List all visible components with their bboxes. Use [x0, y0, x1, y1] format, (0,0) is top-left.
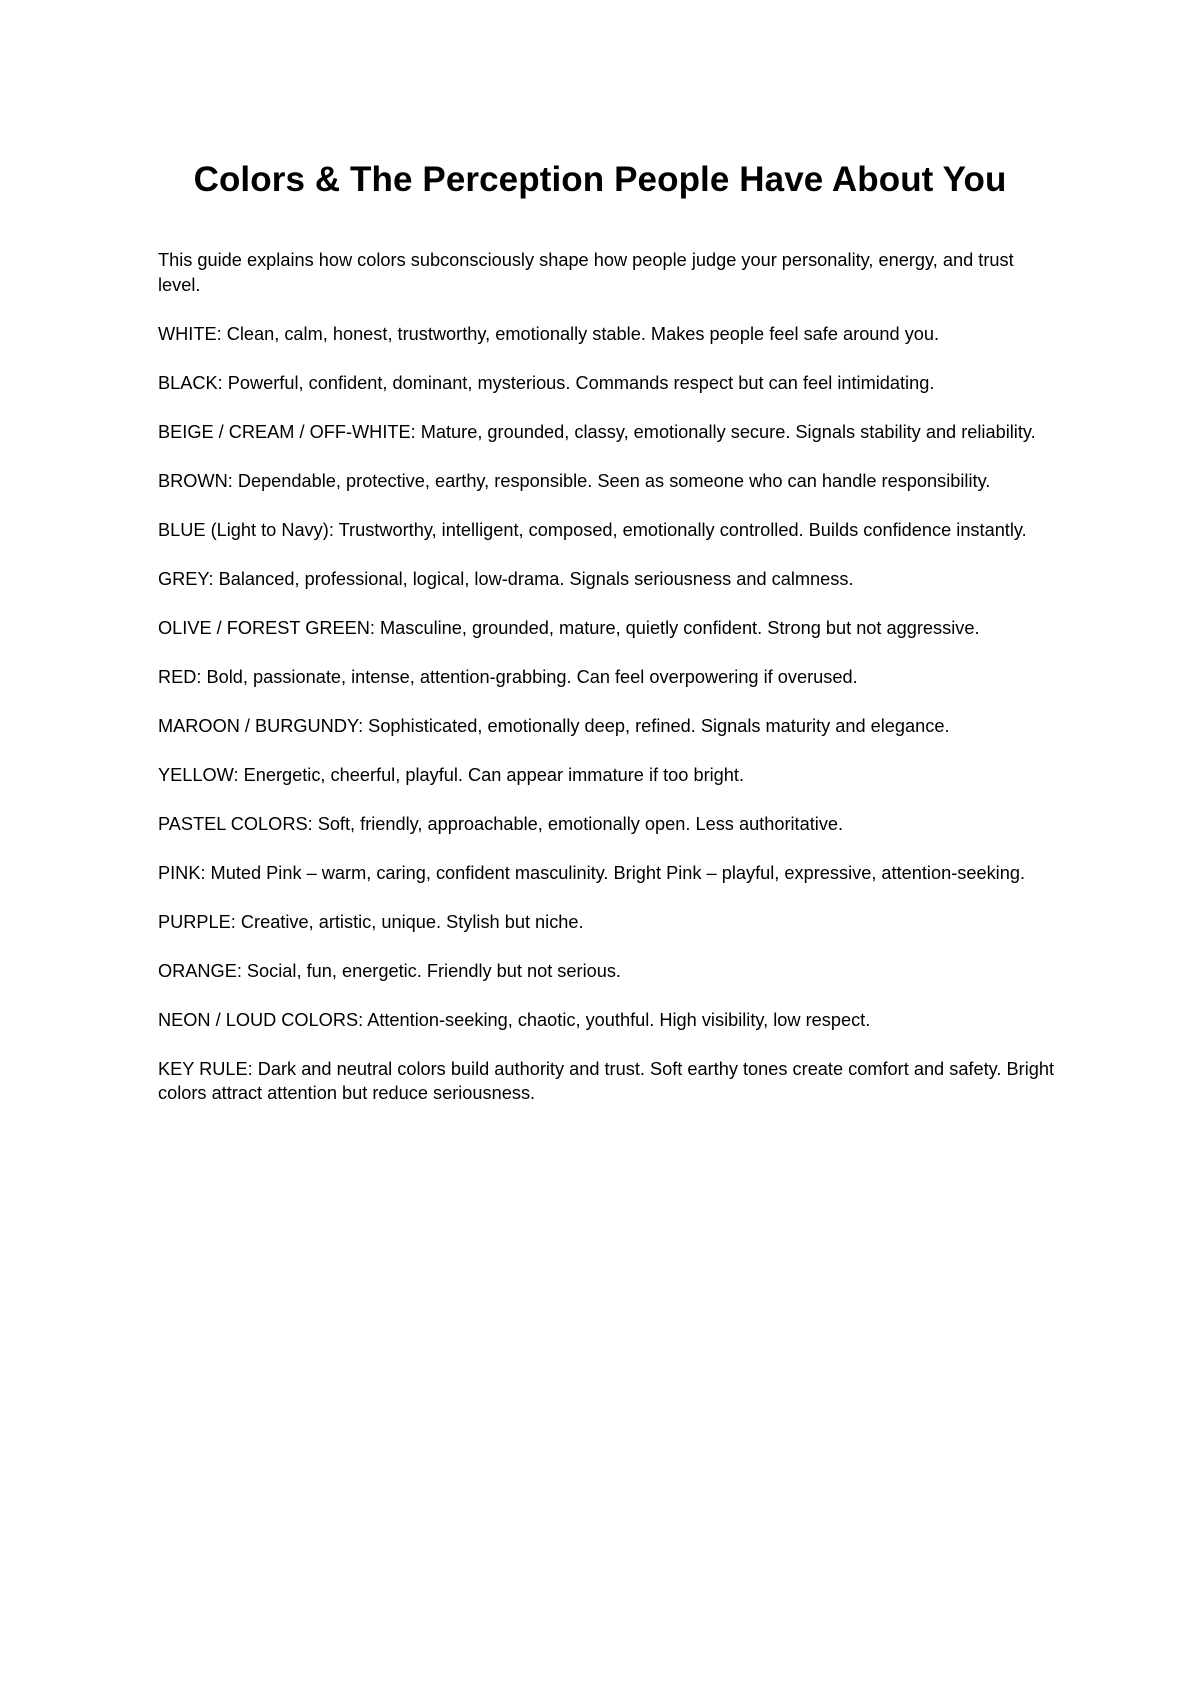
paragraph-beige: BEIGE / CREAM / OFF-WHITE: Mature, grounded, classy, emotionally secure. Signals stability and reliability.: [158, 421, 1036, 442]
paragraph-key-rule: KEY RULE: Dark and neutral colors build authority and trust. Soft earthy tones create comfort and safety. Bright colors attract attention but reduce seriousness.: [158, 1058, 1055, 1103]
paragraph-orange: ORANGE: Social, fun, energetic. Friendly but not serious.: [158, 960, 621, 981]
paragraph-pink: PINK: Muted Pink – warm, caring, confident masculinity. Bright Pink – playful, expressive, attention-seeking.: [158, 862, 1025, 883]
document-body: [158, 248, 1058, 1130]
document-title: Colors & The Perception People Have About You: [193, 160, 1007, 199]
paragraph-blue: BLUE (Light to Navy): Trustworthy, intelligent, composed, emotionally controlled. Builds confidence instantly.: [158, 519, 1027, 540]
paragraph-neon: NEON / LOUD COLORS: Attention-seeking, chaotic, youthful. High visibility, low respect.: [158, 1009, 871, 1030]
paragraph-grey: GREY: Balanced, professional, logical, low-drama. Signals seriousness and calmness.: [158, 568, 854, 589]
intro-paragraph: This guide explains how colors subconsciously shape how people judge your personality, energy, and trust level.: [158, 250, 1014, 295]
paragraph-white: WHITE: Clean, calm, honest, trustworthy, emotionally stable. Makes people feel safe around you.: [158, 323, 940, 344]
paragraph-black: BLACK: Powerful, confident, dominant, mysterious. Commands respect but can feel intimidating.: [158, 372, 935, 393]
paragraph-pastel: PASTEL COLORS: Soft, friendly, approachable, emotionally open. Less authoritative.: [158, 813, 844, 834]
paragraph-red: RED: Bold, passionate, intense, attention-grabbing. Can feel overpowering if overused.: [158, 666, 858, 687]
paragraph-purple: PURPLE: Creative, artistic, unique. Stylish but niche.: [158, 911, 584, 932]
paragraph-yellow: YELLOW: Energetic, cheerful, playful. Can appear immature if too bright.: [158, 764, 744, 785]
paragraph-olive: OLIVE / FOREST GREEN: Masculine, grounded, mature, quietly confident. Strong but not aggressive.: [158, 617, 980, 638]
paragraph-brown: BROWN: Dependable, protective, earthy, responsible. Seen as someone who can handle responsibility.: [158, 470, 991, 491]
paragraph-maroon: MAROON / BURGUNDY: Sophisticated, emotionally deep, refined. Signals maturity and elegance.: [158, 715, 950, 736]
